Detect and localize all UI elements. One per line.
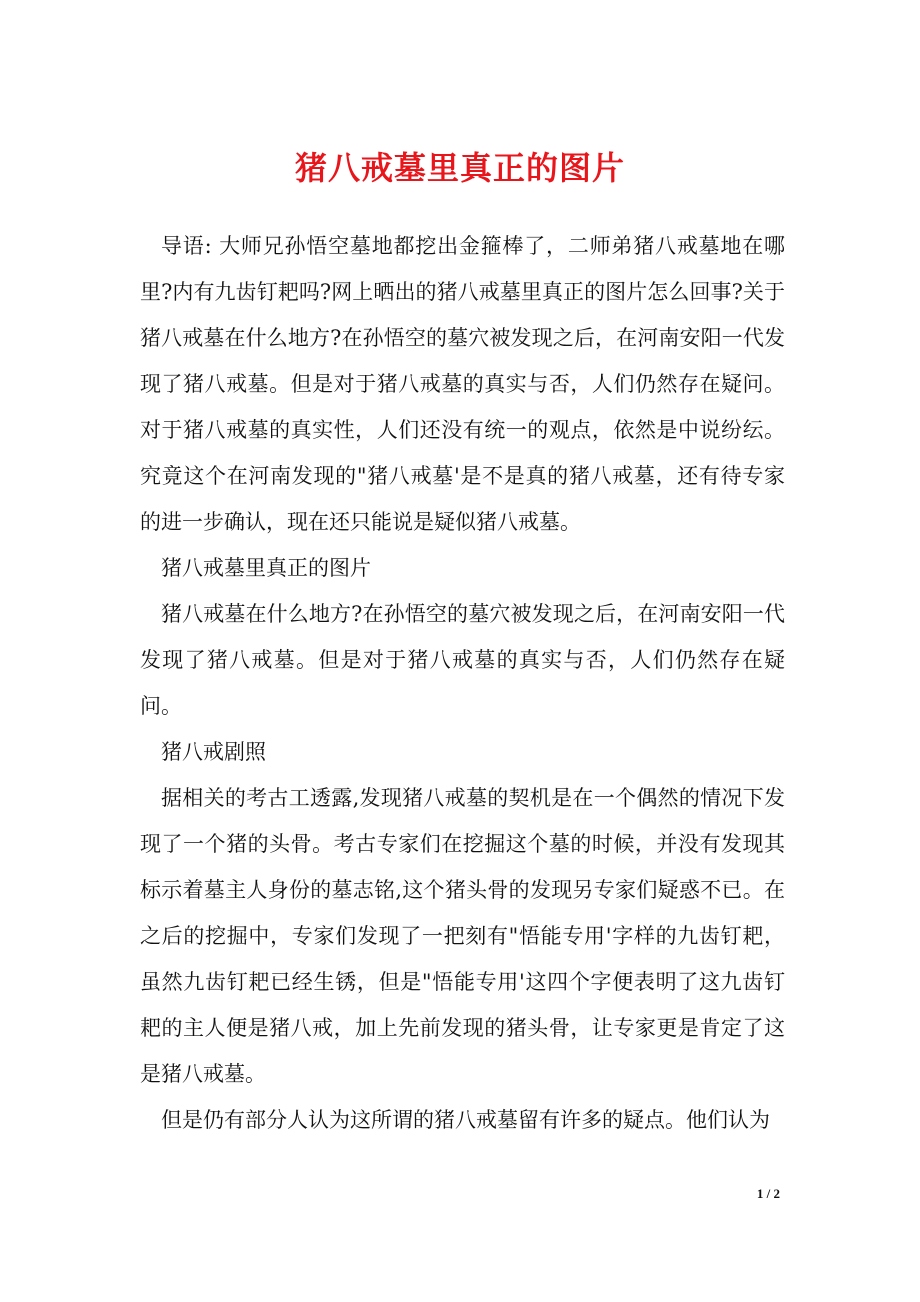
paragraph-doubts: 但是仍有部分人认为这所谓的猪八戒墓留有许多的疑点。他们认为 <box>161 1108 770 1132</box>
document-title: 猪八戒墓里真正的图片 <box>294 149 625 187</box>
paragraph-caption-still: 猪八戒剧照 <box>161 740 266 764</box>
page-number: 1 / 2 <box>756 1186 780 1201</box>
paragraph-intro: 导语: 大师兄孙悟空墓地都挖出金箍棒了，二师弟猪八戒墓地在哪里?内有九齿钉耙吗?网上晒出的猪八戒墓里真正的图片怎么回事?关于猪八戒墓在什么地方?在孙悟空的墓穴被发现之后，在河南安阳一代发现了猪八戒墓。但是对于猪八戒墓的真实与否，人们仍然存在疑问。对于猪八戒墓的真实性，人们还没有统一的观点，依然是中说纷纭。究竟这个在河南发现的"猪八戒墓'是不是真的猪八戒墓，还有待专家的进一步确认，现在还只能说是疑似猪八戒墓。 <box>140 234 785 534</box>
paragraph-location: 猪八戒墓在什么地方?在孙悟空的墓穴被发现之后，在河南安阳一代发现了猪八戒墓。但是对于猪八戒墓的真实与否，人们仍然存在疑问。 <box>140 602 785 718</box>
document-body <box>140 223 785 1143</box>
paragraph-caption-image: 猪八戒墓里真正的图片 <box>161 556 371 580</box>
paragraph-discovery: 据相关的考古工透露,发现猪八戒墓的契机是在一个偶然的情况下发现了一个猪的头骨。考古专家们在挖掘这个墓的时候，并没有发现其标示着墓主人身份的墓志铭,这个猪头骨的发现另专家们疑惑不已。在之后的挖掘中，专家们发现了一把刻有"悟能专用'字样的九齿钉耙，虽然九齿钉耙已经生锈，但是"悟能专用'这四个字便表明了这九齿钉耙的主人便是猪八戒，加上先前发现的猪头骨，让专家更是肯定了这是猪八戒墓。 <box>140 786 785 1086</box>
